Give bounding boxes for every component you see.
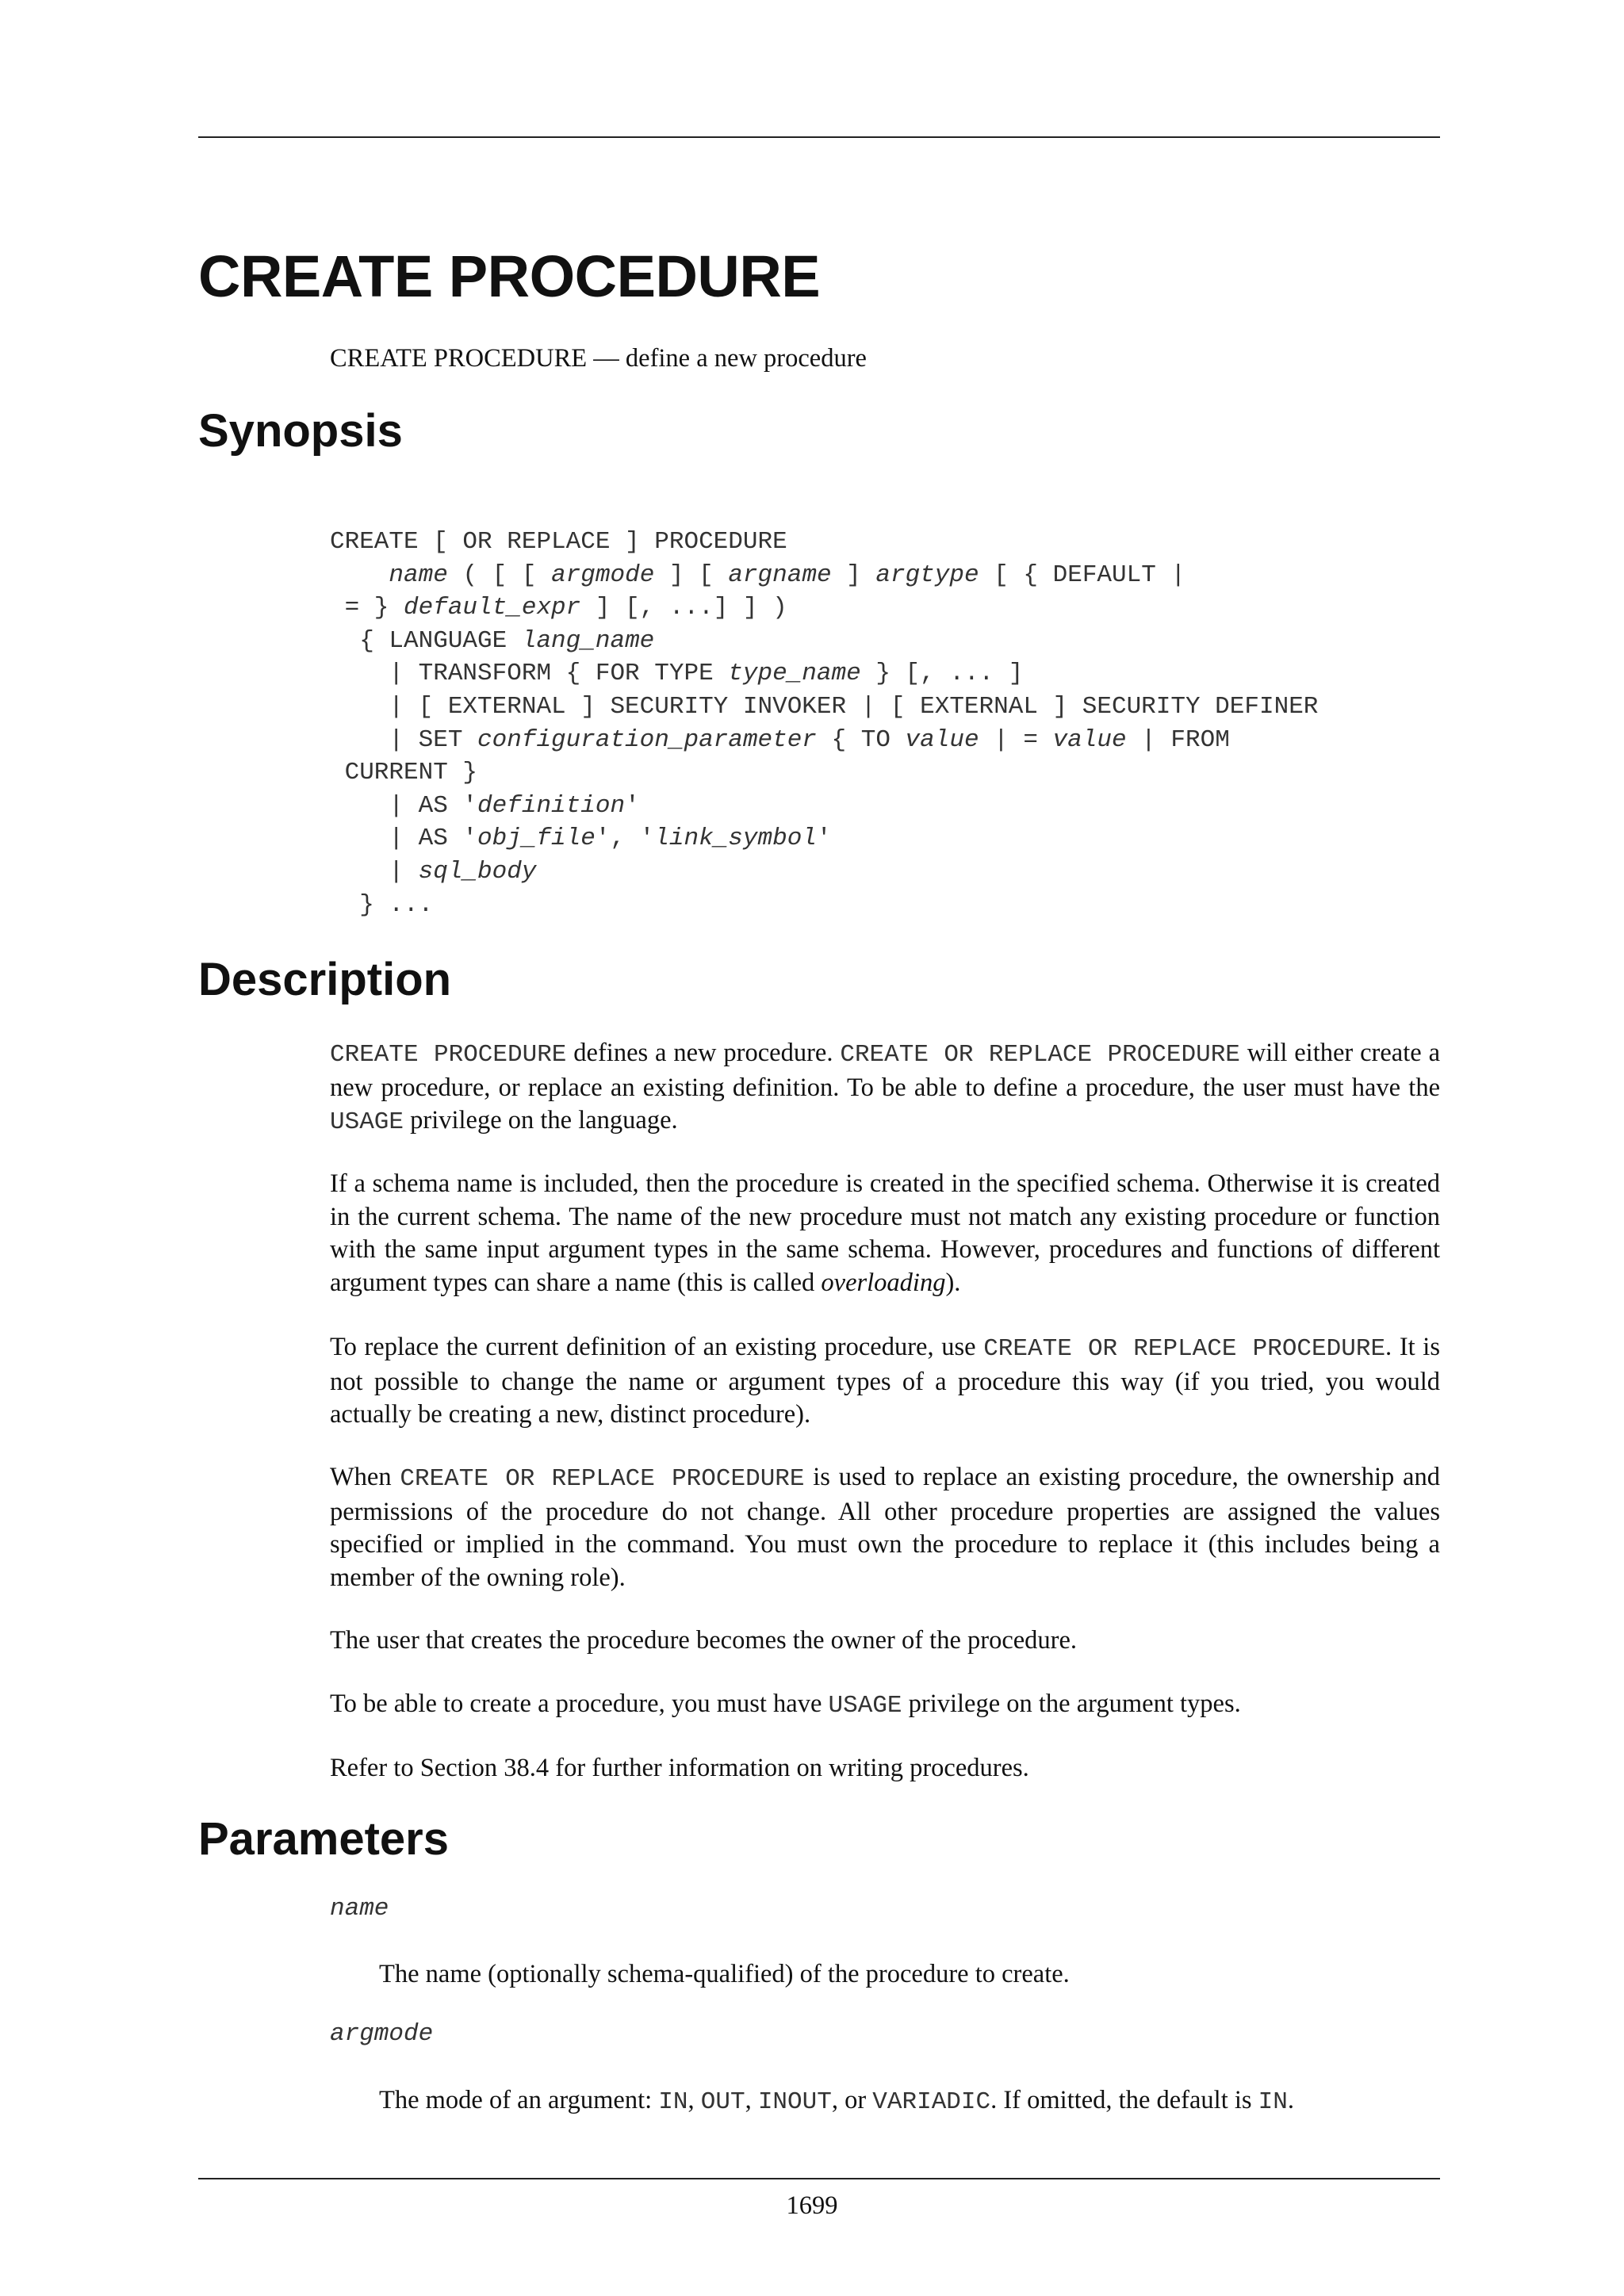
- inline-code: USAGE: [828, 1692, 902, 1720]
- parameter-definition: [379, 1958, 1070, 1992]
- synopsis-placeholder: obj_file: [477, 825, 596, 853]
- inline-code: INOUT: [757, 2088, 832, 2116]
- synopsis-text: ] [, ...] ] ): [580, 594, 787, 622]
- synopsis-text: | [ EXTERNAL ] SECURITY INVOKER | [ EXTERNAL ] SECURITY DEFINER: [330, 692, 1319, 721]
- inline-code: OUT: [700, 2088, 745, 2116]
- inline-code: CREATE OR REPLACE PROCEDURE: [840, 1041, 1240, 1069]
- text-run: . It is not possible to change the name or argument types of a procedure this way (if you tried, you would actually be creating a new, distinct procedure).: [330, 1333, 1440, 1429]
- refpurpose-name: CREATE PROCEDURE: [330, 344, 588, 373]
- text-run: .: [1287, 2086, 1295, 2114]
- synopsis-code: [330, 526, 1318, 921]
- synopsis-text: { TO: [816, 725, 906, 754]
- description-paragraph: [330, 1037, 1440, 1139]
- inline-code: CREATE OR REPLACE PROCEDURE: [983, 1335, 1386, 1363]
- synopsis-placeholder: definition: [477, 791, 626, 820]
- text-run: ,: [745, 2086, 758, 2114]
- synopsis-text: = }: [330, 594, 404, 622]
- synopsis-placeholder: type_name: [728, 660, 861, 688]
- synopsis-placeholder: argmode: [551, 561, 655, 589]
- text-run: ,: [688, 2086, 701, 2114]
- synopsis-text: | =: [979, 725, 1053, 754]
- synopsis-text: ( [ [: [447, 561, 552, 589]
- description-heading: Description: [198, 954, 452, 1005]
- description-paragraph: [330, 1752, 1440, 1785]
- text-run: The mode of an argument:: [379, 2086, 659, 2114]
- parameter-definition: [379, 2084, 1294, 2119]
- synopsis-text: | SET: [330, 725, 478, 754]
- footer-rule: [198, 2178, 1440, 2179]
- text-run: will either create a new procedure, or replace an existing definition. To be able to define a procedure, the user must have the: [330, 1039, 1440, 1102]
- synopsis-text: [ { DEFAULT |: [979, 561, 1186, 589]
- synopsis-text: CREATE [ OR REPLACE ] PROCEDURE: [330, 528, 787, 556]
- synopsis-placeholder: name: [389, 561, 448, 589]
- synopsis-placeholder: value: [905, 725, 979, 754]
- text-run: The user that creates the procedure becomes the owner of the procedure.: [330, 1626, 1078, 1655]
- text-run: is used to replace an existing procedure, the ownership and permissions of the procedure do not change. All other procedure properties are assigned the values specified or implied in the command. You must own the procedure to replace it (this includes being a member of the owning role).: [330, 1463, 1440, 1592]
- text-run: To replace the current definition of an existing procedure, use: [330, 1333, 984, 1361]
- synopsis-placeholder: lang_name: [521, 626, 655, 655]
- synopsis-placeholder: link_symbol: [654, 825, 817, 853]
- text-run: To be able to create a procedure, you must have: [330, 1689, 829, 1718]
- text-run: privilege on the language.: [404, 1106, 678, 1135]
- parameters-heading: Parameters: [198, 1813, 449, 1865]
- text-run: The name (optionally schema-qualified) of the procedure to create.: [379, 1960, 1070, 1988]
- description-paragraph: [330, 1624, 1440, 1658]
- parameter-term: name: [330, 1895, 389, 1923]
- description-paragraph: [330, 1461, 1440, 1594]
- parameter-term: argmode: [330, 2020, 434, 2048]
- synopsis-placeholder: argtype: [875, 561, 979, 589]
- text-run: If a schema name is included, then the procedure is created in the specified schema. Otherwise it is created in the current schema. The name of the new procedure must not match any existing procedure or function with the same input argument types in the same schema. However, procedures and functions of different argument types can share a name (this is called: [330, 1169, 1440, 1297]
- refpurpose-dash: —: [587, 344, 626, 373]
- description-paragraph: [330, 1168, 1440, 1299]
- text-run: . If omitted, the default is: [990, 2086, 1258, 2114]
- synopsis-placeholder: argname: [728, 561, 832, 589]
- synopsis-text: [330, 561, 389, 589]
- text-run: When: [330, 1463, 400, 1491]
- inline-code: USAGE: [330, 1108, 404, 1136]
- synopsis-text: |: [330, 857, 419, 886]
- synopsis-placeholder: value: [1052, 725, 1127, 754]
- synopsis-text: } [, ... ]: [860, 660, 1024, 688]
- description-paragraph: [330, 1688, 1440, 1723]
- refpurpose-text: define a new procedure: [625, 344, 867, 373]
- synopsis-text: | FROM: [1126, 725, 1230, 754]
- synopsis-placeholder: sql_body: [418, 857, 537, 886]
- text-run: privilege on the argument types.: [902, 1689, 1241, 1718]
- inline-code: CREATE OR REPLACE PROCEDURE: [400, 1465, 805, 1493]
- synopsis-text: | AS ': [330, 825, 478, 853]
- header-rule: [198, 136, 1440, 138]
- synopsis-text: ': [625, 791, 640, 820]
- inline-code: VARIADIC: [872, 2088, 991, 2116]
- text-run: ).: [945, 1268, 961, 1297]
- synopsis-placeholder: default_expr: [404, 594, 581, 622]
- synopsis-text: ]: [831, 561, 876, 589]
- refpurpose: [330, 342, 1440, 376]
- text-run: , or: [831, 2086, 873, 2114]
- description-paragraph: [330, 1331, 1440, 1432]
- inline-code: IN: [658, 2088, 688, 2116]
- inline-code: CREATE PROCEDURE: [330, 1041, 567, 1069]
- emphasis: overloading: [821, 1268, 946, 1297]
- inline-code: IN: [1258, 2088, 1288, 2116]
- synopsis-text: CURRENT }: [330, 759, 478, 787]
- synopsis-text: { LANGUAGE: [330, 626, 522, 655]
- synopsis-heading: Synopsis: [198, 405, 403, 457]
- synopsis-text: ': [816, 825, 832, 853]
- synopsis-text: } ...: [330, 890, 434, 919]
- text-run: defines a new procedure.: [566, 1039, 841, 1067]
- page-title: CREATE PROCEDURE: [198, 243, 821, 309]
- page-number: 1699: [786, 2191, 838, 2220]
- synopsis-text: ] [: [654, 561, 729, 589]
- text-run: Refer to Section 38.4 for further information on writing procedures.: [330, 1754, 1029, 1782]
- synopsis-text: | AS ': [330, 791, 478, 820]
- synopsis-text: ', ': [595, 825, 655, 853]
- synopsis-text: | TRANSFORM { FOR TYPE: [330, 660, 729, 688]
- synopsis-placeholder: configuration_parameter: [477, 725, 817, 754]
